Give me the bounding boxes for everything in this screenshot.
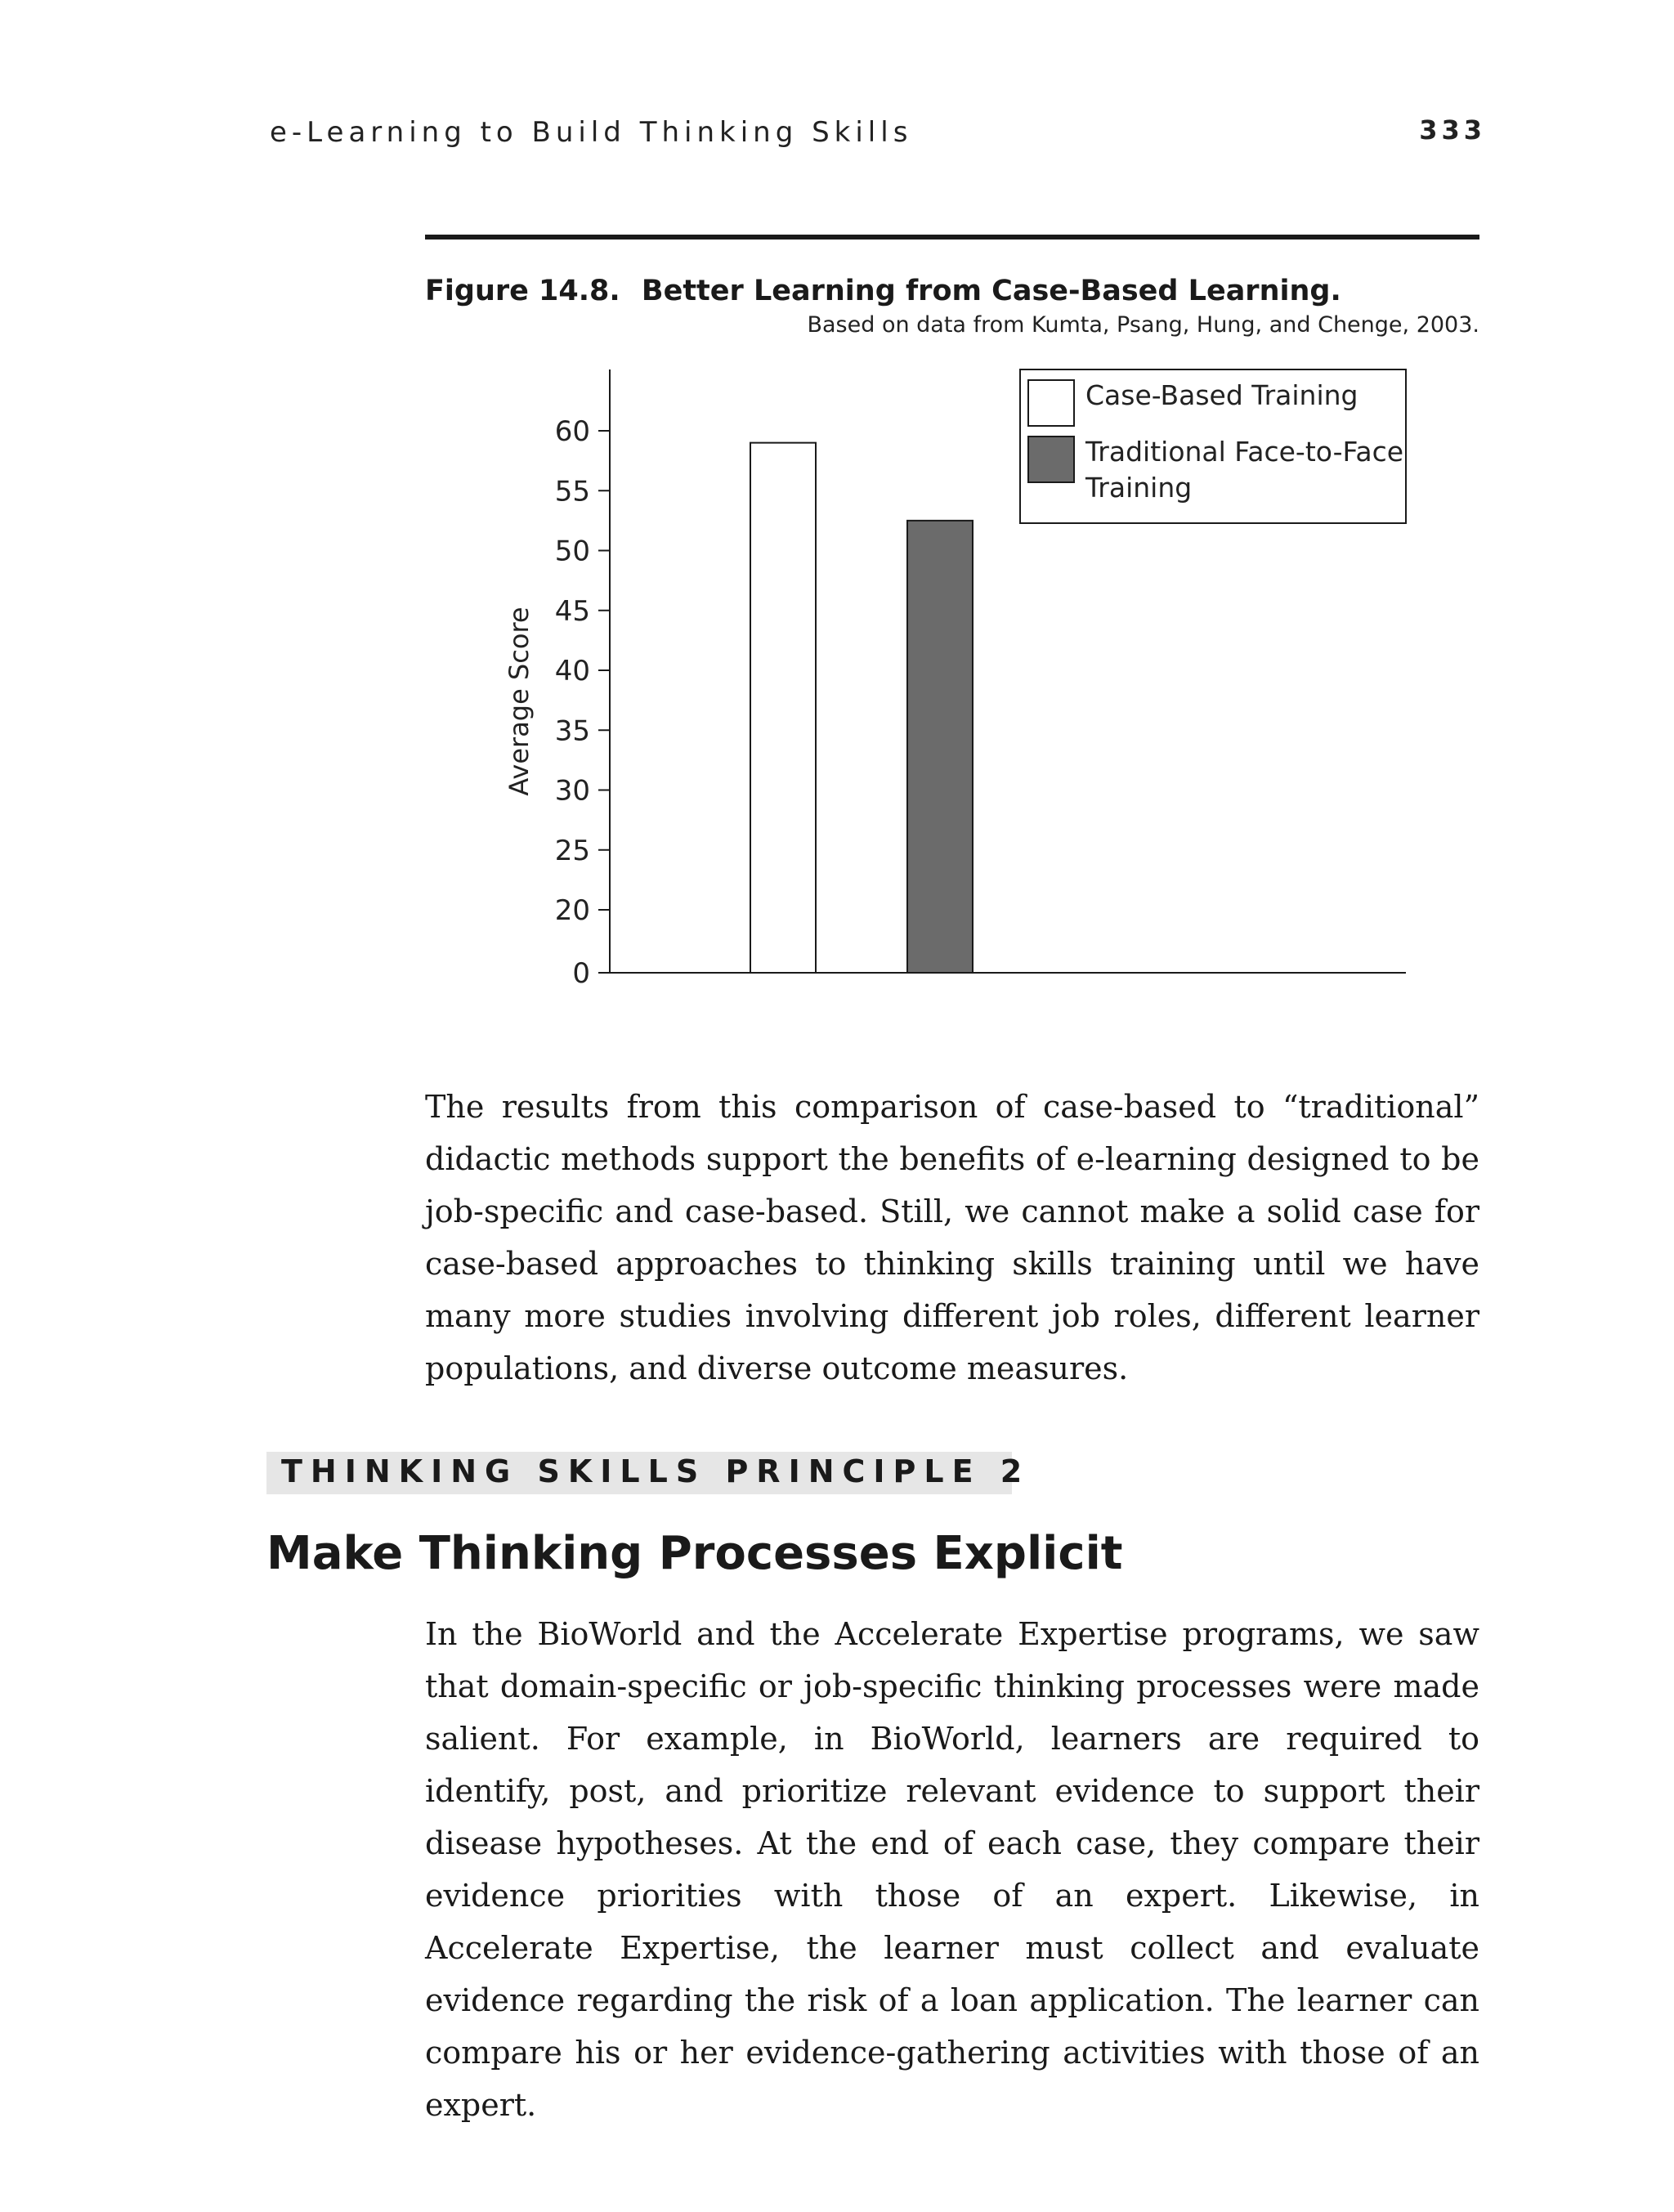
y-axis-label: Average Score [504,607,535,796]
page-number: 333 [1419,114,1486,146]
body-paragraph-2: In the BioWorld and the Accelerate Expertise programs, we saw that domain-specific or job-specific thinking processes were made salient. For example, in BioWorld, learners are required to identify, post, and prioritize relevant evidence to support their disease hypotheses. At the end of each case, they compare their evidence priorities with those of an expert. Likewise, in Accelerate Expertise, the learner must collect and evaluate evidence regarding the risk of a loan application. The learner can compare his or her evidence-gathering activities with those of an expert. [425,1616,1479,2123]
y-tick-label: 40 [554,655,590,687]
chart-legend [1020,369,1406,523]
principle-label: THINKING SKILLS PRINCIPLE 2 [281,1453,1031,1489]
chart-ticks [555,415,610,990]
figure-title-text: Better Learning from Case-Based Learning. [641,275,1341,307]
y-tick-label: 0 [572,957,590,990]
y-tick-label: 50 [554,535,590,568]
legend-swatch [1028,437,1074,482]
y-tick-label: 60 [554,415,590,448]
bar-chart [0,0,1674,1030]
bar-case-based-training [750,443,816,973]
y-tick-label: 45 [554,594,590,628]
y-tick-label: 55 [554,475,590,508]
y-tick-label: 25 [554,834,590,867]
legend-label: Training [1085,472,1193,504]
y-tick-label: 35 [554,714,590,748]
section-heading: Make Thinking Processes Explicit [266,1527,1123,1580]
running-head: e-Learning to Build Thinking Skills [270,116,913,149]
chart-bars [750,443,973,973]
legend-swatch [1028,380,1074,426]
body-paragraph-1: The results from this comparison of case-based to “traditional” didactic methods support the benefits of e-learning designed to be job-specific and case-based. Still, we cannot make a solid case for case-based approaches to thinking skills training until we have many more studies involving different job roles, different learner populations, and diverse outcome measures. [425,1089,1479,1386]
bar-traditional-training [907,521,973,973]
legend-label: Case-Based Training [1085,379,1358,411]
y-tick-label: 20 [554,894,590,927]
legend-label: Traditional Face-to-Face [1085,436,1404,468]
figure-number: Figure 14.8. [425,275,620,307]
figure-source: Based on data from Kumta, Psang, Hung, and Chenge, 2003. [807,312,1479,338]
y-tick-label: 30 [554,774,590,808]
